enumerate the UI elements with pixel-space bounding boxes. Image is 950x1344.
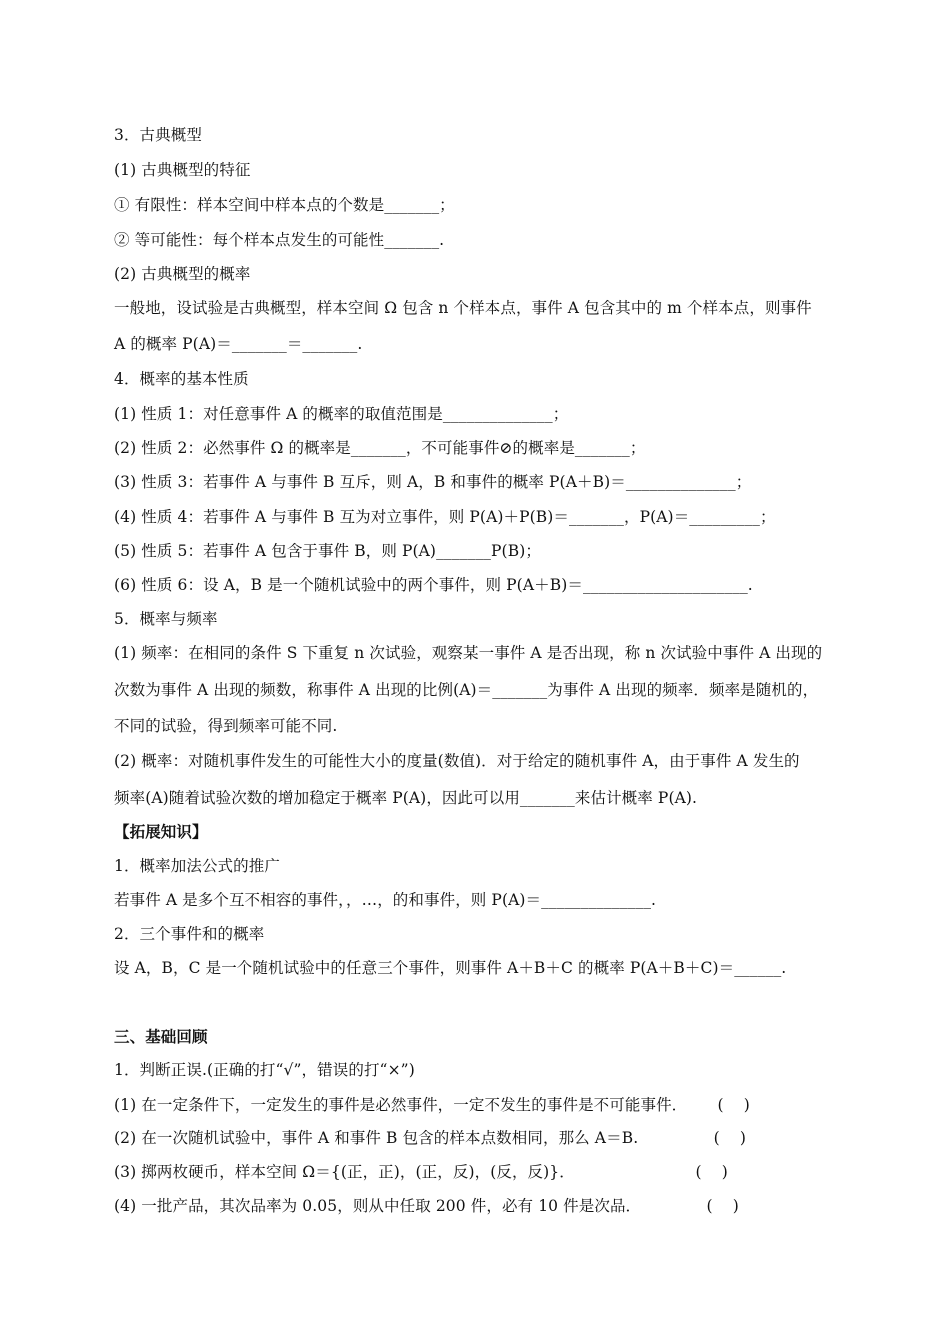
question-1-part-3: (3) 掷两枚硬币，样本空间 Ω＝{(正，正)，(正，反)，(反，反)}． ( ) xyxy=(114,1163,728,1181)
extended-item-2: 2．三个事件和的概率 xyxy=(114,925,265,943)
question-1: 1．判断正误.(正确的打“√”，错误的打“×”) xyxy=(114,1061,415,1079)
question-1-part-2: (2) 在一次随机试验中，事件 A 和事件 B 包含的样本点数相同，那么 A＝B. ( ) xyxy=(114,1129,747,1147)
paragraph-definition-line2: A 的概率 P(A)＝_______＝_______. xyxy=(114,335,363,353)
property-4: (4) 性质 4：若事件 A 与事件 B 互为对立事件，则 P(A)＋P(B)＝_______，P(A)＝_________； xyxy=(114,508,776,526)
question-1-part-1: (1) 在一定条件下，一定发生的事件是必然事件，一定不发生的事件是不可能事件． ( ) xyxy=(114,1096,750,1114)
property-5: (5) 性质 5：若事件 A 包含于事件 B，则 P(A)_______P(B)； xyxy=(114,542,541,560)
frequency-line1: (1) 频率：在相同的条件 S 下重复 n 次试验，观察某一事件 A 是否出现，称 n 次试验中事件 A 出现的 xyxy=(114,644,823,662)
paragraph-definition-line1: 一般地，设试验是古典概型，样本空间 Ω 包含 n 个样本点，事件 A 包含其中的 m 个样本点，则事件 xyxy=(114,299,812,317)
heading-prob-and-freq: 5．概率与频率 xyxy=(114,610,218,628)
extended-item-1: 1．概率加法公式的推广 xyxy=(114,857,280,875)
extended-item-1-body: 若事件 A 是多个互不相容的事件，，…，的和事件，则 P(A)＝______________. xyxy=(114,891,657,909)
property-1: (1) 性质 1：对任意事件 A 的概率的取值范围是______________； xyxy=(114,405,569,423)
extended-item-2-body: 设 A，B，C 是一个随机试验中的任意三个事件，则事件 A＋B＋C 的概率 P(A＋B＋C)＝______. xyxy=(114,959,787,977)
property-3: (3) 性质 3：若事件 A 与事件 B 互斥，则 A，B 和事件的概率 P(A＋B)＝______________； xyxy=(114,473,752,491)
heading-extended-knowledge: 【拓展知识】 xyxy=(114,822,208,841)
frequency-line2: 次数为事件 A 出现的频数，称事件 A 出现的比例(A)＝_______为事件 A 出现的频率．频率是随机的， xyxy=(114,681,819,699)
heading-classical-model: 3．古典概型 xyxy=(114,126,202,144)
property-6: (6) 性质 6：设 A，B 是一个随机试验中的两个事件，则 P(A＋B)＝_____________________. xyxy=(114,576,753,594)
item-equal-likelihood: ② 等可能性：每个样本点发生的可能性_______. xyxy=(114,231,445,249)
heading-basic-review: 三、基础回顾 xyxy=(114,1027,208,1046)
property-2: (2) 性质 2：必然事件 Ω 的概率是_______，不可能事件⊘的概率是_______； xyxy=(114,439,646,457)
probability-line1: (2) 概率：对随机事件发生的可能性大小的度量(数值)．对于给定的随机事件 A，由于事件 A 发生的 xyxy=(114,752,800,770)
subheading-probability: (2) 古典概型的概率 xyxy=(114,265,251,283)
item-finiteness: ① 有限性：样本空间中样本点的个数是_______； xyxy=(114,196,455,214)
heading-basic-properties: 4．概率的基本性质 xyxy=(114,370,249,388)
probability-line2: 频率(A)随着试验次数的增加稳定于概率 P(A)，因此可以用_______来估计概率 P(A). xyxy=(114,789,698,807)
question-1-part-4: (4) 一批产品，其次品率为 0.05，则从中任取 200 件，必有 10 件是次品． ( ) xyxy=(114,1197,739,1215)
frequency-line3: 不同的试验，得到频率可能不同. xyxy=(114,717,338,735)
subheading-features: (1) 古典概型的特征 xyxy=(114,161,251,179)
